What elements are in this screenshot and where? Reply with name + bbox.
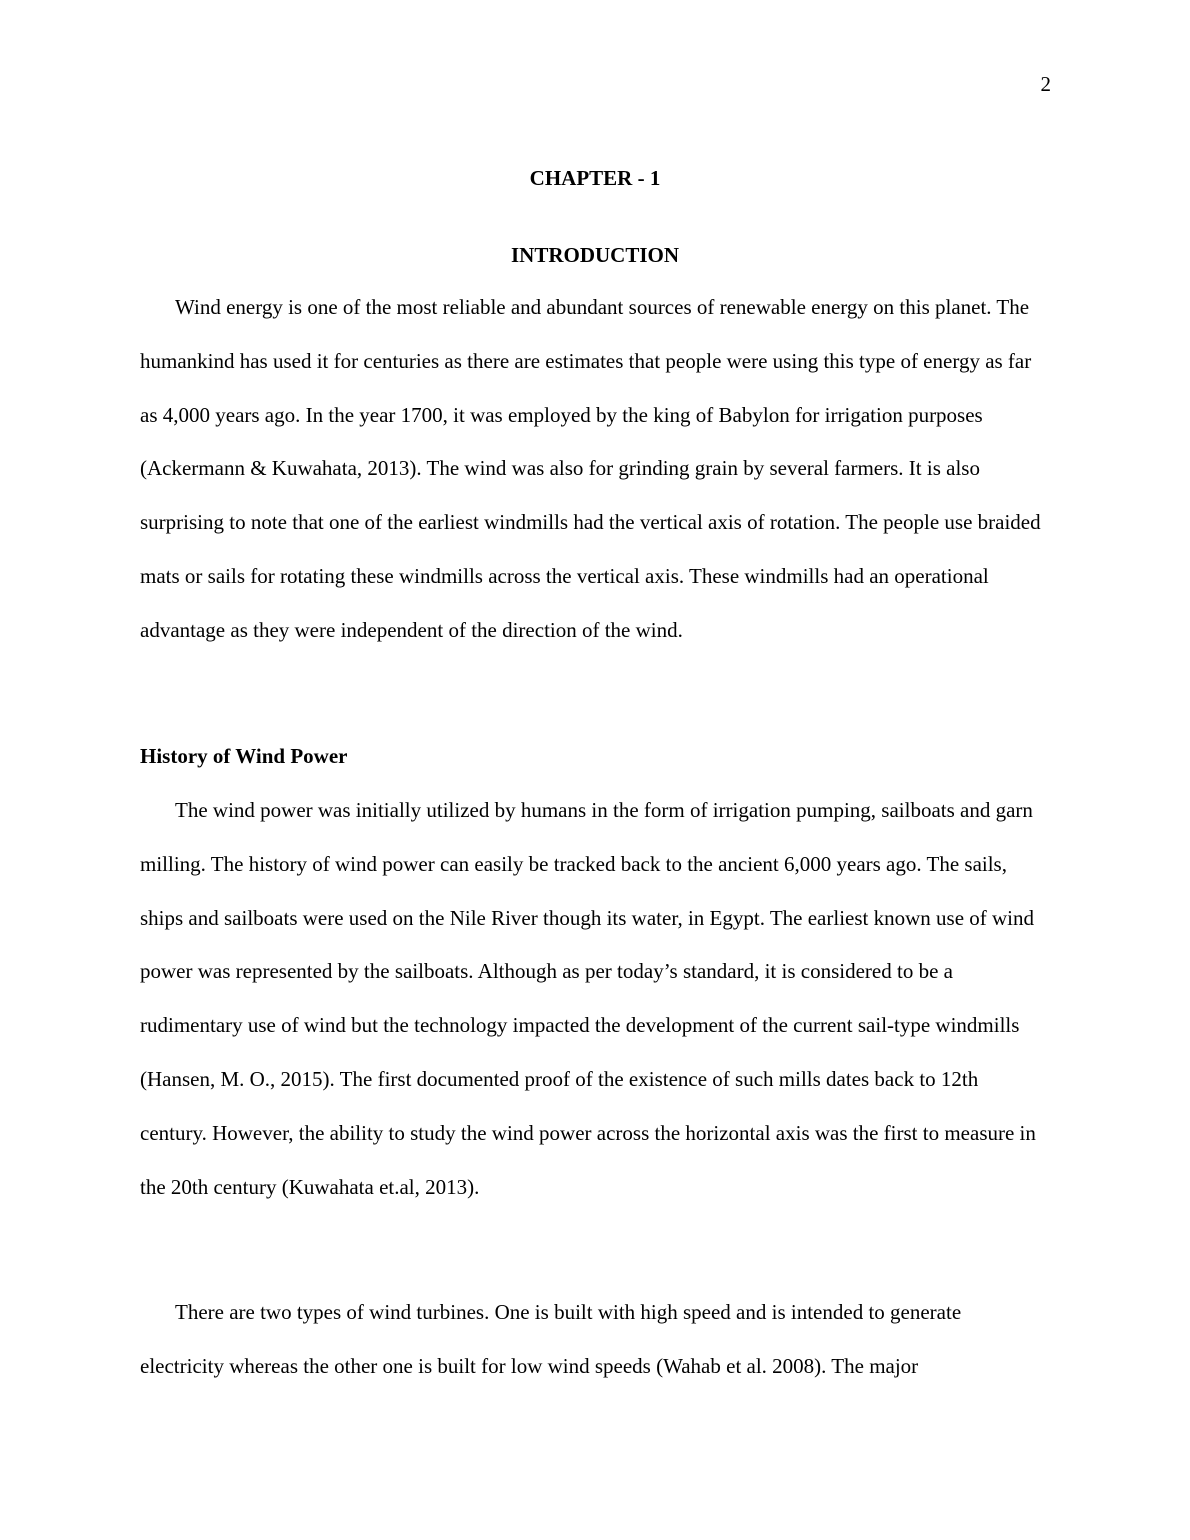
turbines-paragraph: There are two types of wind turbines. One is built with high speed and is intended to generate electricity whereas the other one is built for low wind speeds (Wahab et al. 2008). The major [140,1300,962,1378]
intro-paragraph: Wind energy is one of the most reliable and abundant sources of renewable energy on this planet. The humankind has used it for centuries as there are estimates that people were using this type of energy as far as 4,000 years ago. In the year 1700, it was employed by the king of Babylon for irrigation purposes (Ackermann & Kuwahata, 2013). The wind was also for grinding grain by several farmers. It is also surprising to note that one of the earliest windmills had the vertical axis of rotation. The people use braided mats or sails for rotating these windmills across the vertical axis. These windmills had an operational advantage as they were independent of the direction of the wind. [140,295,1041,642]
section-title: INTRODUCTION [510,243,680,267]
chapter-title: CHAPTER - 1 [529,166,661,190]
page-number: 2 [1040,72,1051,96]
history-heading: History of Wind Power [140,744,348,768]
history-paragraph: The wind power was initially utilized by humans in the form of irrigation pumping, sailboats and garn milling. The history of wind power can easily be tracked back to the ancient 6,000 years ago. The sails, ships and sailboats were used on the Nile River though its water, in Egypt. The earliest known use of wind power was represented by the sailboats. Although as per today’s standard, it is considered to be a rudimentary use of wind but the technology impacted the development of the current sail-type windmills (Hansen, M. O., 2015). The first documented proof of the existence of such mills dates back to 12th century. However, the ability to study the wind power across the horizontal axis was the first to measure in the 20th century (Kuwahata et.al, 2013). [140,798,1036,1199]
